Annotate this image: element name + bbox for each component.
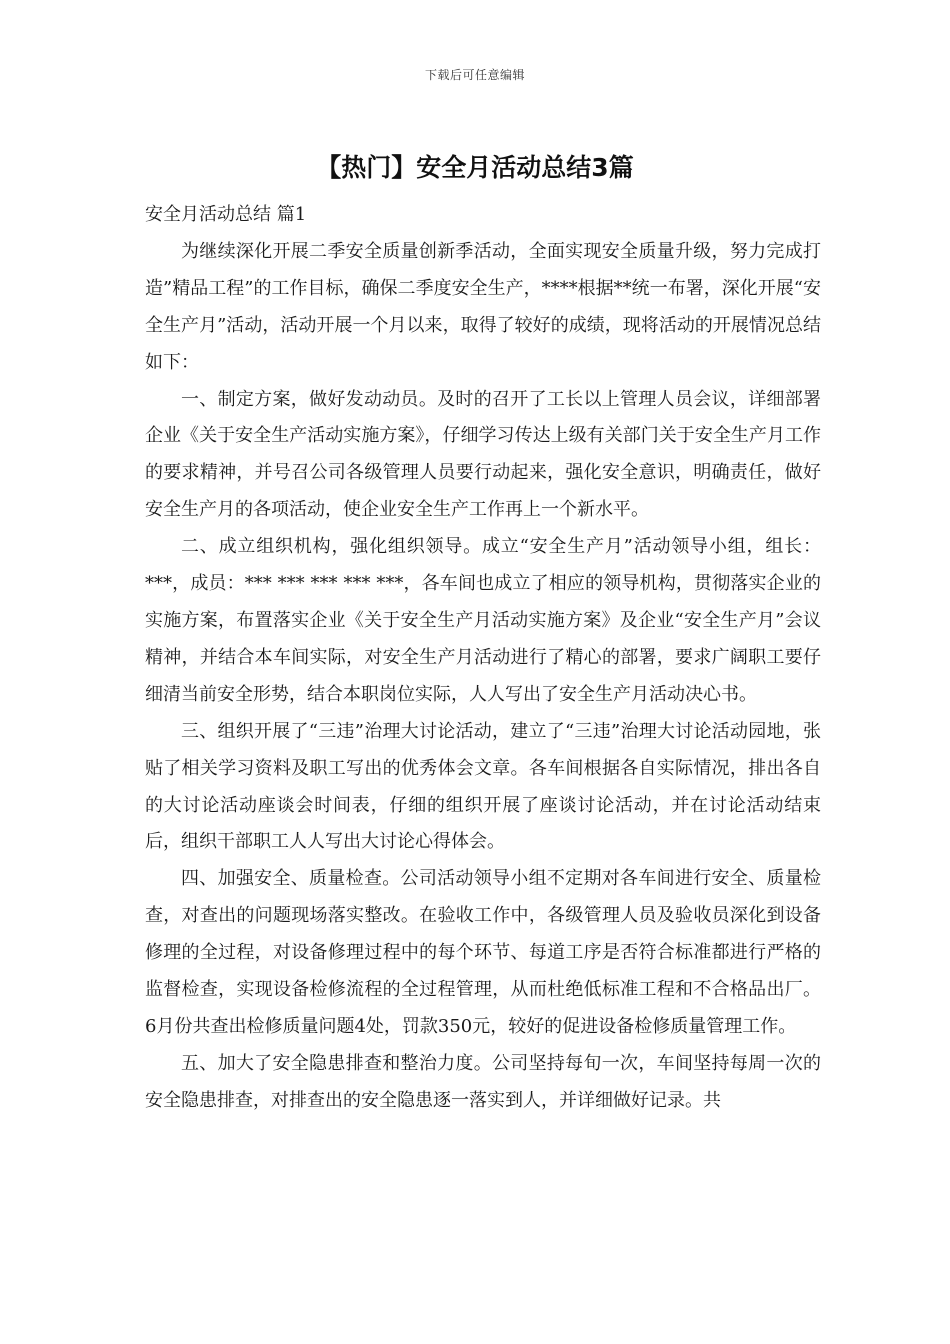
document-title: 【热门】安全月活动总结3篇 [316,153,634,182]
document-body [145,197,821,1120]
paragraph-item-2: 二、成立组织机构，强化组织领导。成立“安全生产月”活动领导小组，组长：***，成员：*** *** *** *** ***，各车间也成立了相应的领导机构，贯彻落实企业的实施方案，布置落实企业《关于安全生产月活动实施方案》及企业“安全生产月”会议精神，并结合本车间实际，对安全生产月活动进行了精心的部署，要求广阔职工要仔细清当前安全形势，结合本职岗位实际，人人写出了安全生产月活动决心书。 [145,536,821,705]
paragraph-item-3: 三、组织开展了“三违”治理大讨论活动，建立了“三违”治理大讨论活动园地，张贴了相关学习资料及职工写出的优秀体会文章。各车间根据各自实际情况，排出各自的大讨论活动座谈会时间表，仔细的组织开展了座谈讨论活动，并在讨论活动结束后，组织干部职工人人写出大讨论心得体会。 [145,720,821,853]
section-heading: 安全月活动总结 篇1 [145,204,307,225]
paragraph-item-4: 四、加强安全、质量检查。公司活动领导小组不定期对各车间进行安全、质量检查，对查出的问题现场落实整改。在验收工作中，各级管理人员及验收员深化到设备修理的全过程，对设备修理过程中的每个环节、每道工序是否符合标准都进行严格的监督检查，实现设备检修流程的全过程管理，从而杜绝低标准工程和不合格品出厂。6月份共查出检修质量问题4处，罚款350元，较好的促进设备检修质量管理工作。 [145,868,821,1037]
paragraph-item-1: 一、制定方案，做好发动动员。及时的召开了工长以上管理人员会议，详细部署企业《关于安全生产活动实施方案》，仔细学习传达上级有关部门关于安全生产月工作的要求精神，并号召公司各级管理人员要行动起来，强化安全意识，明确责任，做好安全生产月的各项活动，使企业安全生产工作再上一个新水平。 [145,388,821,521]
paragraph-intro: 为继续深化开展二季安全质量创新季活动，全面实现安全质量升级，努力完成打造”精品工程”的工作目标，确保二季度安全生产，****根据**统一布署，深化开展“安全生产月”活动，活动开展一个月以来，取得了较好的成绩，现将活动的开展情况总结如下： [145,240,821,373]
paragraph-item-5: 五、加大了安全隐患排查和整治力度。公司坚持每旬一次，车间坚持每周一次的安全隐患排查，对排查出的安全隐患逐一落实到人，并详细做好记录。共 [145,1052,821,1111]
header-note: 下载后可任意编辑 [424,68,525,82]
